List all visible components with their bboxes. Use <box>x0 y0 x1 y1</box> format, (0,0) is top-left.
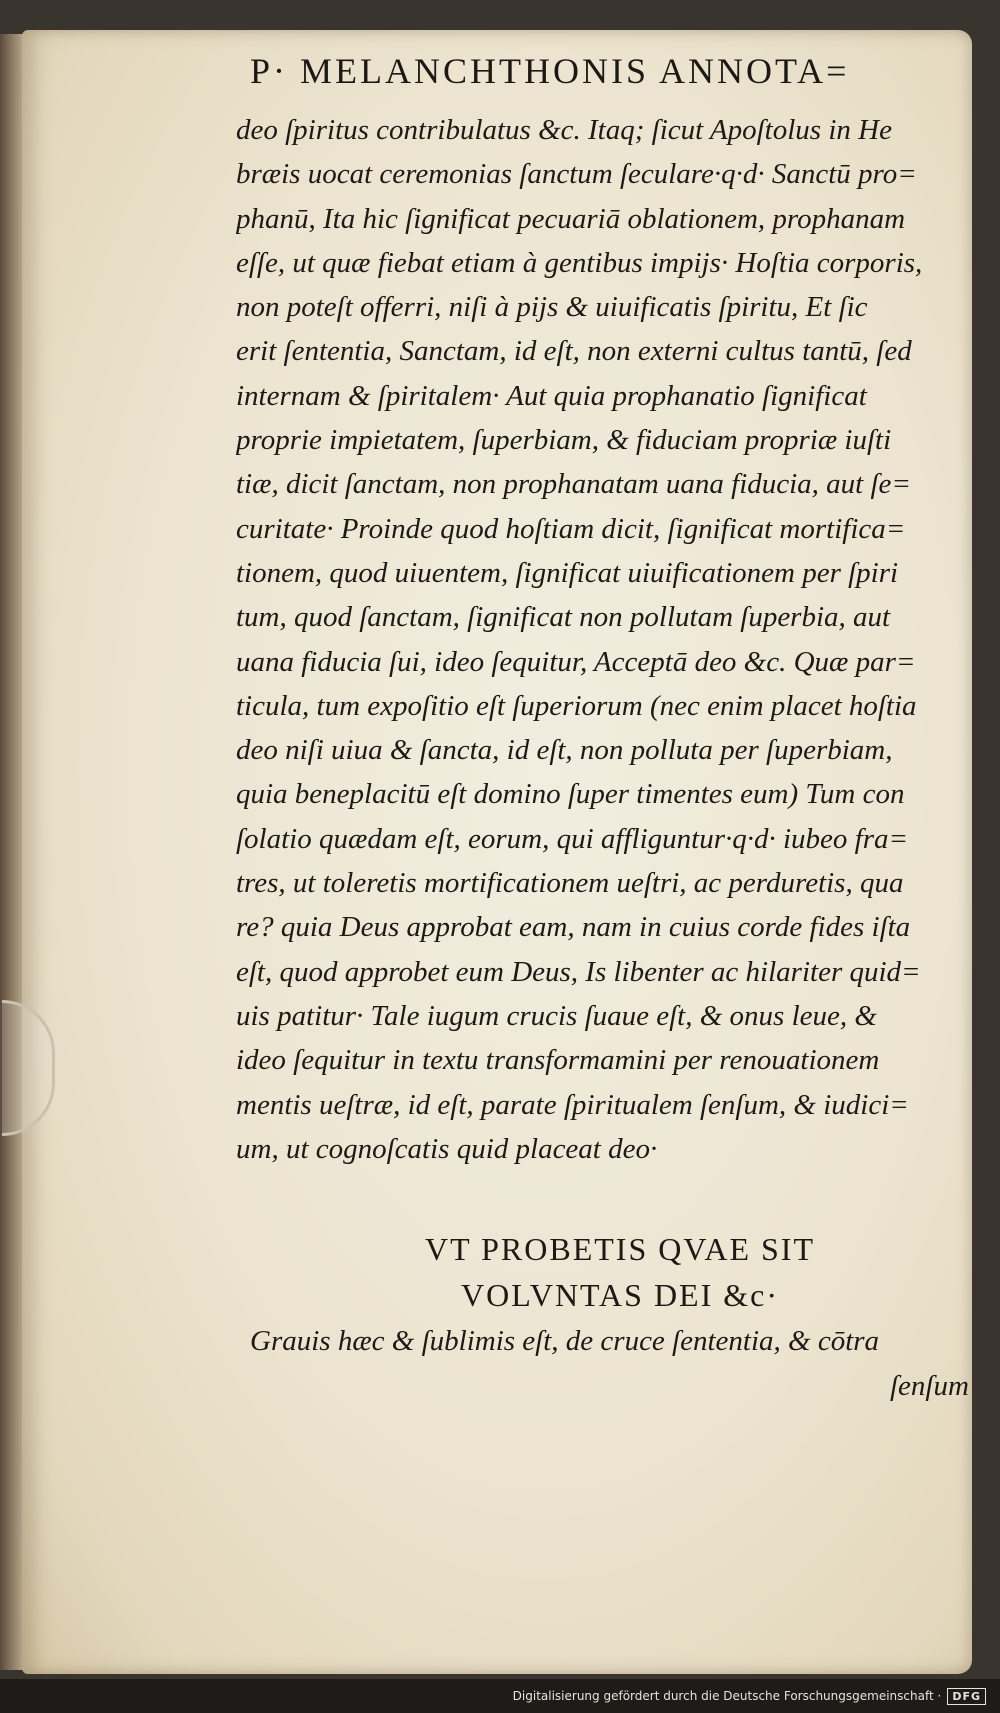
heading-line: VOLVNTAS DEI &c· <box>461 1277 779 1313</box>
text-line: deo ſpiritus contribulatus &c. Itaq; ſicut Apoſtolus in He <box>236 114 892 146</box>
dfg-logo: DFG <box>947 1688 986 1705</box>
text-line: um, ut cognoſcatis quid placeat deo· <box>236 1132 658 1165</box>
text-line: tiæ, dicit ſanctam, non prophanatam uana fiducia, aut ſe= <box>236 468 911 501</box>
text-line: tionem, quod uiuentem, ſignificat uiuificationem per ſpiri <box>236 556 899 589</box>
body-text-continued <box>250 1318 970 1364</box>
text-line: tres, ut toleretis mortificationem ueſtri, ac perduretis, qua <box>236 867 904 900</box>
text-line: internam & ſpiritalem· Aut quia prophanatio ſignificat <box>236 379 867 412</box>
section-heading <box>340 1226 900 1318</box>
heading-line: VT PROBETIS QVAE SIT <box>425 1231 815 1267</box>
text-line: mentis ueſtræ, id eſt, parate ſpiritualem ſenſum, & iudici= <box>236 1088 909 1121</box>
catchword: ſenſum <box>890 1370 969 1402</box>
text-line: bræis uocat ceremonias ſanctum ſeculare·q·d· Sanctū pro= <box>236 158 917 191</box>
text-line: Grauis hæc & ſublimis eſt, de cruce ſententia, & cōtra <box>250 1325 880 1357</box>
text-line: re? quia Deus approbat eam, nam in cuius corde fides iſta <box>236 911 911 944</box>
body-text <box>236 108 956 1171</box>
running-head: P· MELANCHTHONIS ANNOTA= <box>250 51 850 91</box>
text-line: ticula, tum expoſitio eſt ſuperiorum (nec enim placet hoſtia <box>236 689 917 722</box>
text-line: uis patitur· Tale iugum crucis ſuaue eſt, & onus leue, & <box>236 999 877 1032</box>
text-line: quia beneplacitū eſt domino ſuper timentes eum) Tum con <box>236 778 905 811</box>
text-line: curitate· Proinde quod hoſtiam dicit, ſignificat mortifica= <box>236 512 906 545</box>
text-line: proprie impietatem, ſuperbiam, & fiduciam propriæ iuſti <box>236 424 892 457</box>
text-line: ſolatio quædam eſt, eorum, qui affliguntur·q·d· iubeo fra= <box>236 822 909 855</box>
digitization-footer <box>0 1679 1000 1713</box>
text-line: ideo ſequitur in textu transformamini per renouationem <box>236 1044 880 1077</box>
footer-credit: Digitalisierung gefördert durch die Deutsche Forschungsgemeinschaft · <box>512 1689 942 1703</box>
text-line: uana fiducia ſui, ideo ſequitur, Acceptā deo &c. Quæ par= <box>236 645 916 678</box>
text-line: deo niſi uiua & ſancta, id eſt, non polluta per ſuperbiam, <box>236 734 893 767</box>
text-line: erit ſententia, Sanctam, id eſt, non externi cultus tantū, ſed <box>236 335 912 368</box>
text-line: phanū, Ita hic ſignificat pecuariā oblationem, prophanam <box>236 202 906 235</box>
text-line: eſſe, ut quæ fiebat etiam à gentibus impijs· Hoſtia corporis, <box>236 246 923 279</box>
text-line: eſt, quod approbet eum Deus, Is libenter ac hilariter quid= <box>236 955 921 988</box>
text-line: tum, quod ſanctam, ſignificat non pollutam ſuperbia, aut <box>236 601 891 634</box>
text-line: non poteſt offerri, niſi à pijs & uiuificatis ſpiritu, Et ſic <box>236 291 868 324</box>
